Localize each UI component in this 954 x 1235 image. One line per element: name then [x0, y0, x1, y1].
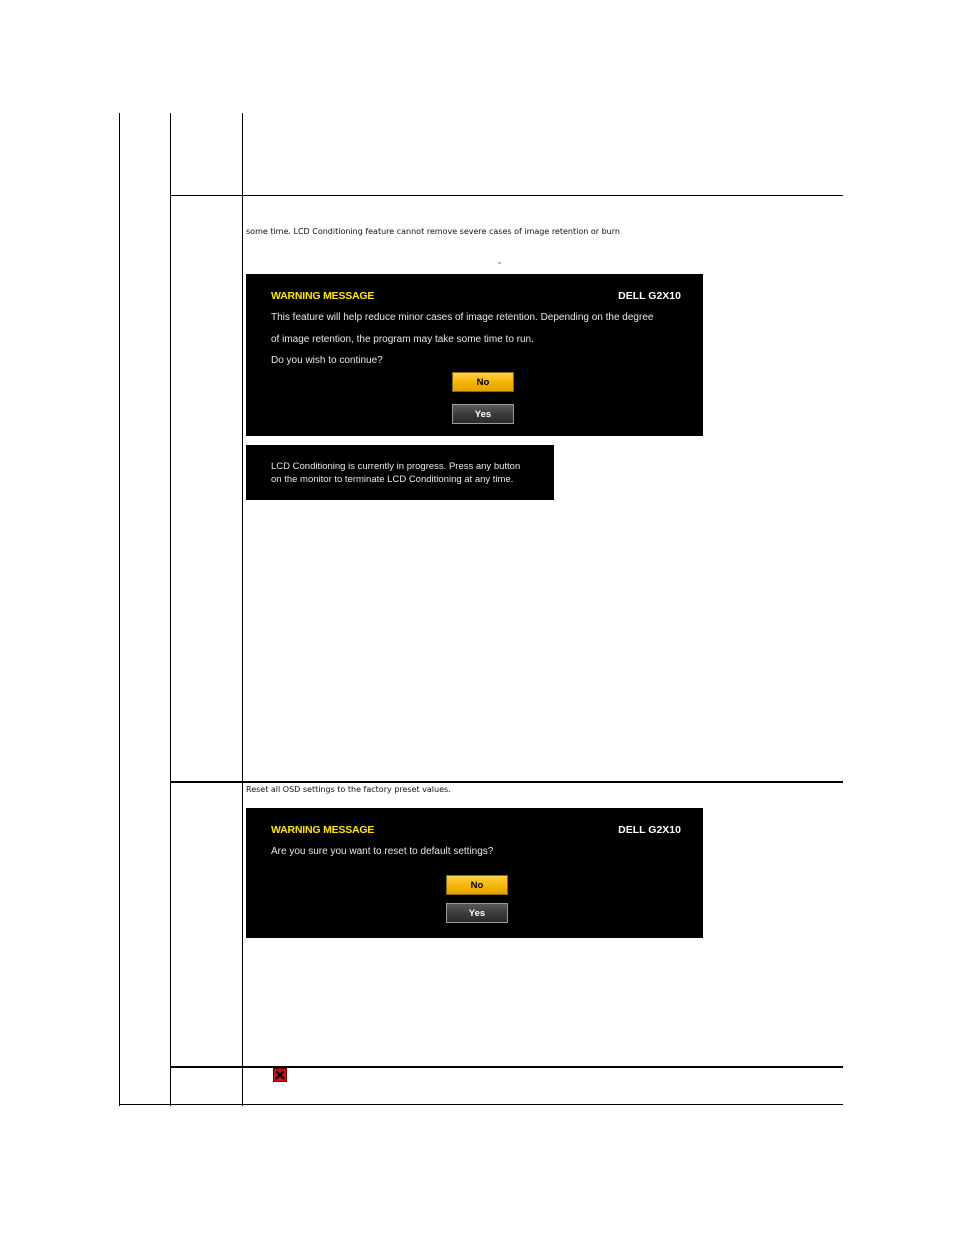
table-column-divider-1 [170, 113, 171, 1106]
factory-reset-description: Reset all OSD settings to the factory preset values. [246, 785, 451, 794]
lcd-conditioning-progress-dialog [246, 445, 554, 500]
dialog-message-line: This feature will help reduce minor cases of image retention. Depending on the degree [271, 312, 654, 323]
progress-message-line: LCD Conditioning is currently in progress. Press any button [271, 461, 521, 472]
dialog-model-name: DELL G2X10 [618, 824, 681, 836]
dialog-message-line: Do you wish to continue? [271, 355, 383, 366]
table-column-divider-2 [242, 113, 243, 1106]
broken-image-icon [273, 1068, 287, 1082]
yes-button[interactable]: Yes [452, 404, 514, 424]
row-divider [170, 781, 843, 783]
row-divider [170, 1066, 843, 1068]
dialog-message-line: Are you sure you want to reset to default settings? [271, 846, 494, 857]
lcd-conditioning-warning-dialog [246, 274, 703, 436]
row-divider [170, 195, 843, 196]
dialog-model-name: DELL G2X10 [618, 290, 681, 302]
table-left-border [119, 113, 120, 1106]
small-mark: ™ [497, 262, 502, 268]
table-bottom-border [119, 1104, 843, 1105]
dialog-title: WARNING MESSAGE [271, 824, 375, 836]
lcd-conditioning-description: some time. LCD Conditioning feature cannot remove severe cases of image retention or burn [246, 227, 620, 236]
dialog-message-line: of image retention, the program may take some time to run. [271, 334, 534, 345]
dialog-title: WARNING MESSAGE [271, 290, 375, 302]
no-button[interactable]: No [446, 875, 508, 895]
progress-message-line: on the monitor to terminate LCD Conditioning at any time. [271, 474, 514, 485]
yes-button[interactable]: Yes [446, 903, 508, 923]
factory-reset-warning-dialog [246, 808, 703, 938]
no-button[interactable]: No [452, 372, 514, 392]
